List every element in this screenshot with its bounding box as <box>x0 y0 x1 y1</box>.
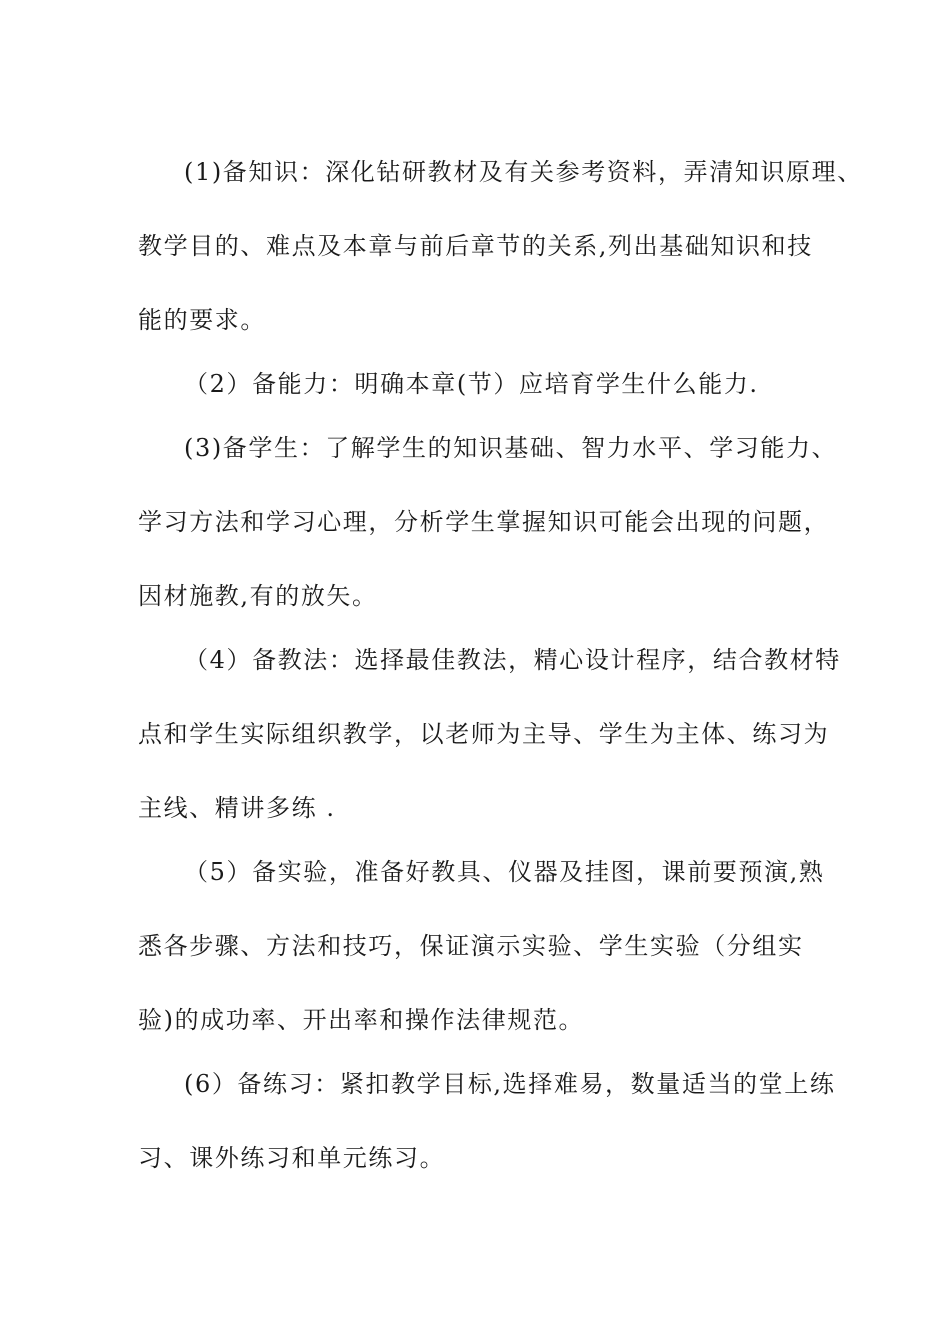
paragraph-4-line-2: 点和学生实际组织教学，以老师为主导、学生为主体、练习为 <box>138 720 830 748</box>
paragraph-6-line-2: 习、课外练习和单元练习。 <box>138 1144 446 1172</box>
paragraph-1-line-2: 教学目的、难点及本章与前后章节的关系,列出基础知识和技 <box>138 232 813 260</box>
paragraph-1-line-3: 能的要求。 <box>138 306 266 334</box>
paragraph-5-line-2: 悉各步骤、方法和技巧，保证演示实验、学生实验（分组实 <box>138 932 804 960</box>
paragraph-3-line-2: 学习方法和学习心理，分析学生掌握知识可能会出现的问题， <box>138 508 830 536</box>
paragraph-5-line-1: （5）备实验，准备好教具、仪器及挂图，课前要预演,熟 <box>184 858 825 886</box>
paragraph-2-line-1: （2）备能力：明确本章(节）应培育学生什么能力. <box>184 370 759 398</box>
paragraph-5-line-3: 验)的成功率、开出率和操作法律规范。 <box>138 1006 585 1034</box>
paragraph-3-line-1: (3)备学生：了解学生的知识基础、智力水平、学习能力、 <box>184 434 838 462</box>
paragraph-1-line-1: (1)备知识：深化钻研教材及有关参考资料，弄清知识原理、 <box>184 158 863 186</box>
paragraph-4-line-3: 主线、精讲多练 . <box>138 794 336 822</box>
paragraph-6-line-1: (6）备练习：紧扣教学目标,选择难易，数量适当的堂上练 <box>184 1070 836 1098</box>
paragraph-3-line-3: 因材施教,有的放矢。 <box>138 582 378 610</box>
paragraph-4-line-1: （4）备教法：选择最佳教法，精心设计程序，结合教材特 <box>184 646 841 674</box>
